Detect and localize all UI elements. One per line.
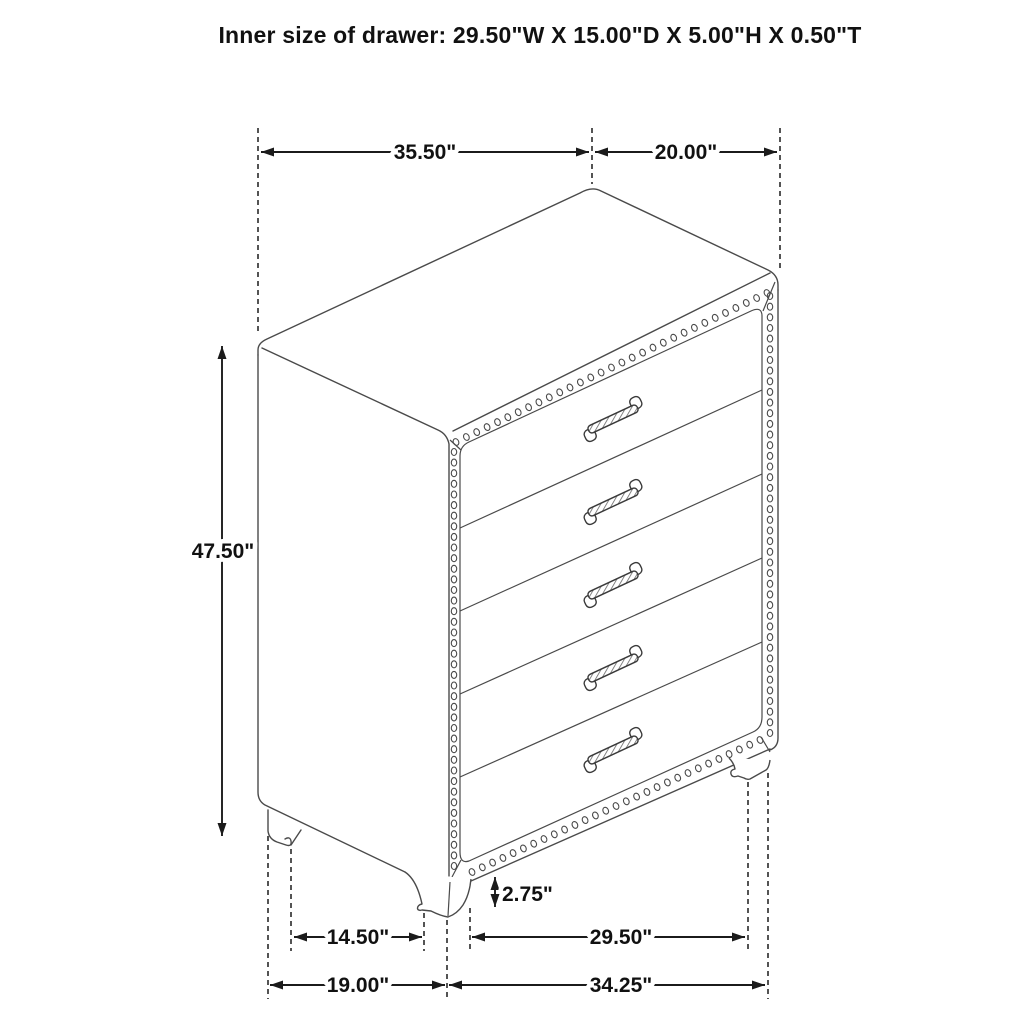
nailhead: [451, 767, 456, 774]
dim-top-depth: [595, 141, 777, 164]
foot-back-left-edge: [291, 830, 301, 845]
nailhead: [451, 725, 456, 732]
foot-front-right: [729, 758, 770, 779]
nailhead: [451, 640, 456, 647]
nailhead: [451, 661, 456, 668]
nailhead: [451, 831, 456, 838]
dim-front-leg-span-label: 29.50": [589, 926, 653, 949]
chest-side-panel: [258, 350, 450, 880]
nailhead: [451, 608, 456, 615]
nailhead: [451, 629, 456, 636]
dim-top-width: [261, 141, 589, 164]
dim-leg-height-label: 2.75": [502, 883, 553, 906]
nailhead: [451, 714, 456, 721]
nailhead: [451, 693, 456, 700]
nailhead: [451, 682, 456, 689]
nailhead: [451, 820, 456, 827]
dim-overall-height-label: 47.50": [191, 540, 255, 563]
diagram-title: Inner size of drawer: 29.50"W X 15.00"D X 5.00"H X 0.50"T: [218, 22, 862, 48]
nailhead: [451, 650, 456, 657]
nailhead: [451, 671, 456, 678]
dim-front-leg-span: [472, 926, 745, 949]
nailhead: [451, 778, 456, 785]
nailhead: [451, 618, 456, 625]
dim-base-depth-label: 19.00": [326, 974, 390, 997]
nailhead: [451, 756, 456, 763]
dim-base-width: [449, 974, 765, 997]
dim-top-width-label: 35.50": [393, 141, 457, 164]
nailhead: [451, 735, 456, 742]
dim-leg-height: [495, 877, 553, 907]
nailhead: [451, 788, 456, 795]
dim-overall-height: [192, 346, 255, 836]
dim-base-depth: [270, 974, 445, 997]
foot-front-left: [405, 872, 471, 917]
nailhead: [451, 863, 456, 870]
nailhead: [451, 809, 456, 816]
dim-top-depth-label: 20.00": [654, 141, 718, 164]
nailhead: [451, 841, 456, 848]
nailhead: [451, 703, 456, 710]
nailhead: [451, 746, 456, 753]
dim-side-leg-span-label: 14.50": [326, 926, 390, 949]
nailhead: [451, 852, 456, 859]
dim-base-width-label: 34.25": [589, 974, 653, 997]
dim-side-leg-span: [294, 926, 422, 949]
nailhead: [451, 799, 456, 806]
chest-artwork: [258, 187, 778, 917]
